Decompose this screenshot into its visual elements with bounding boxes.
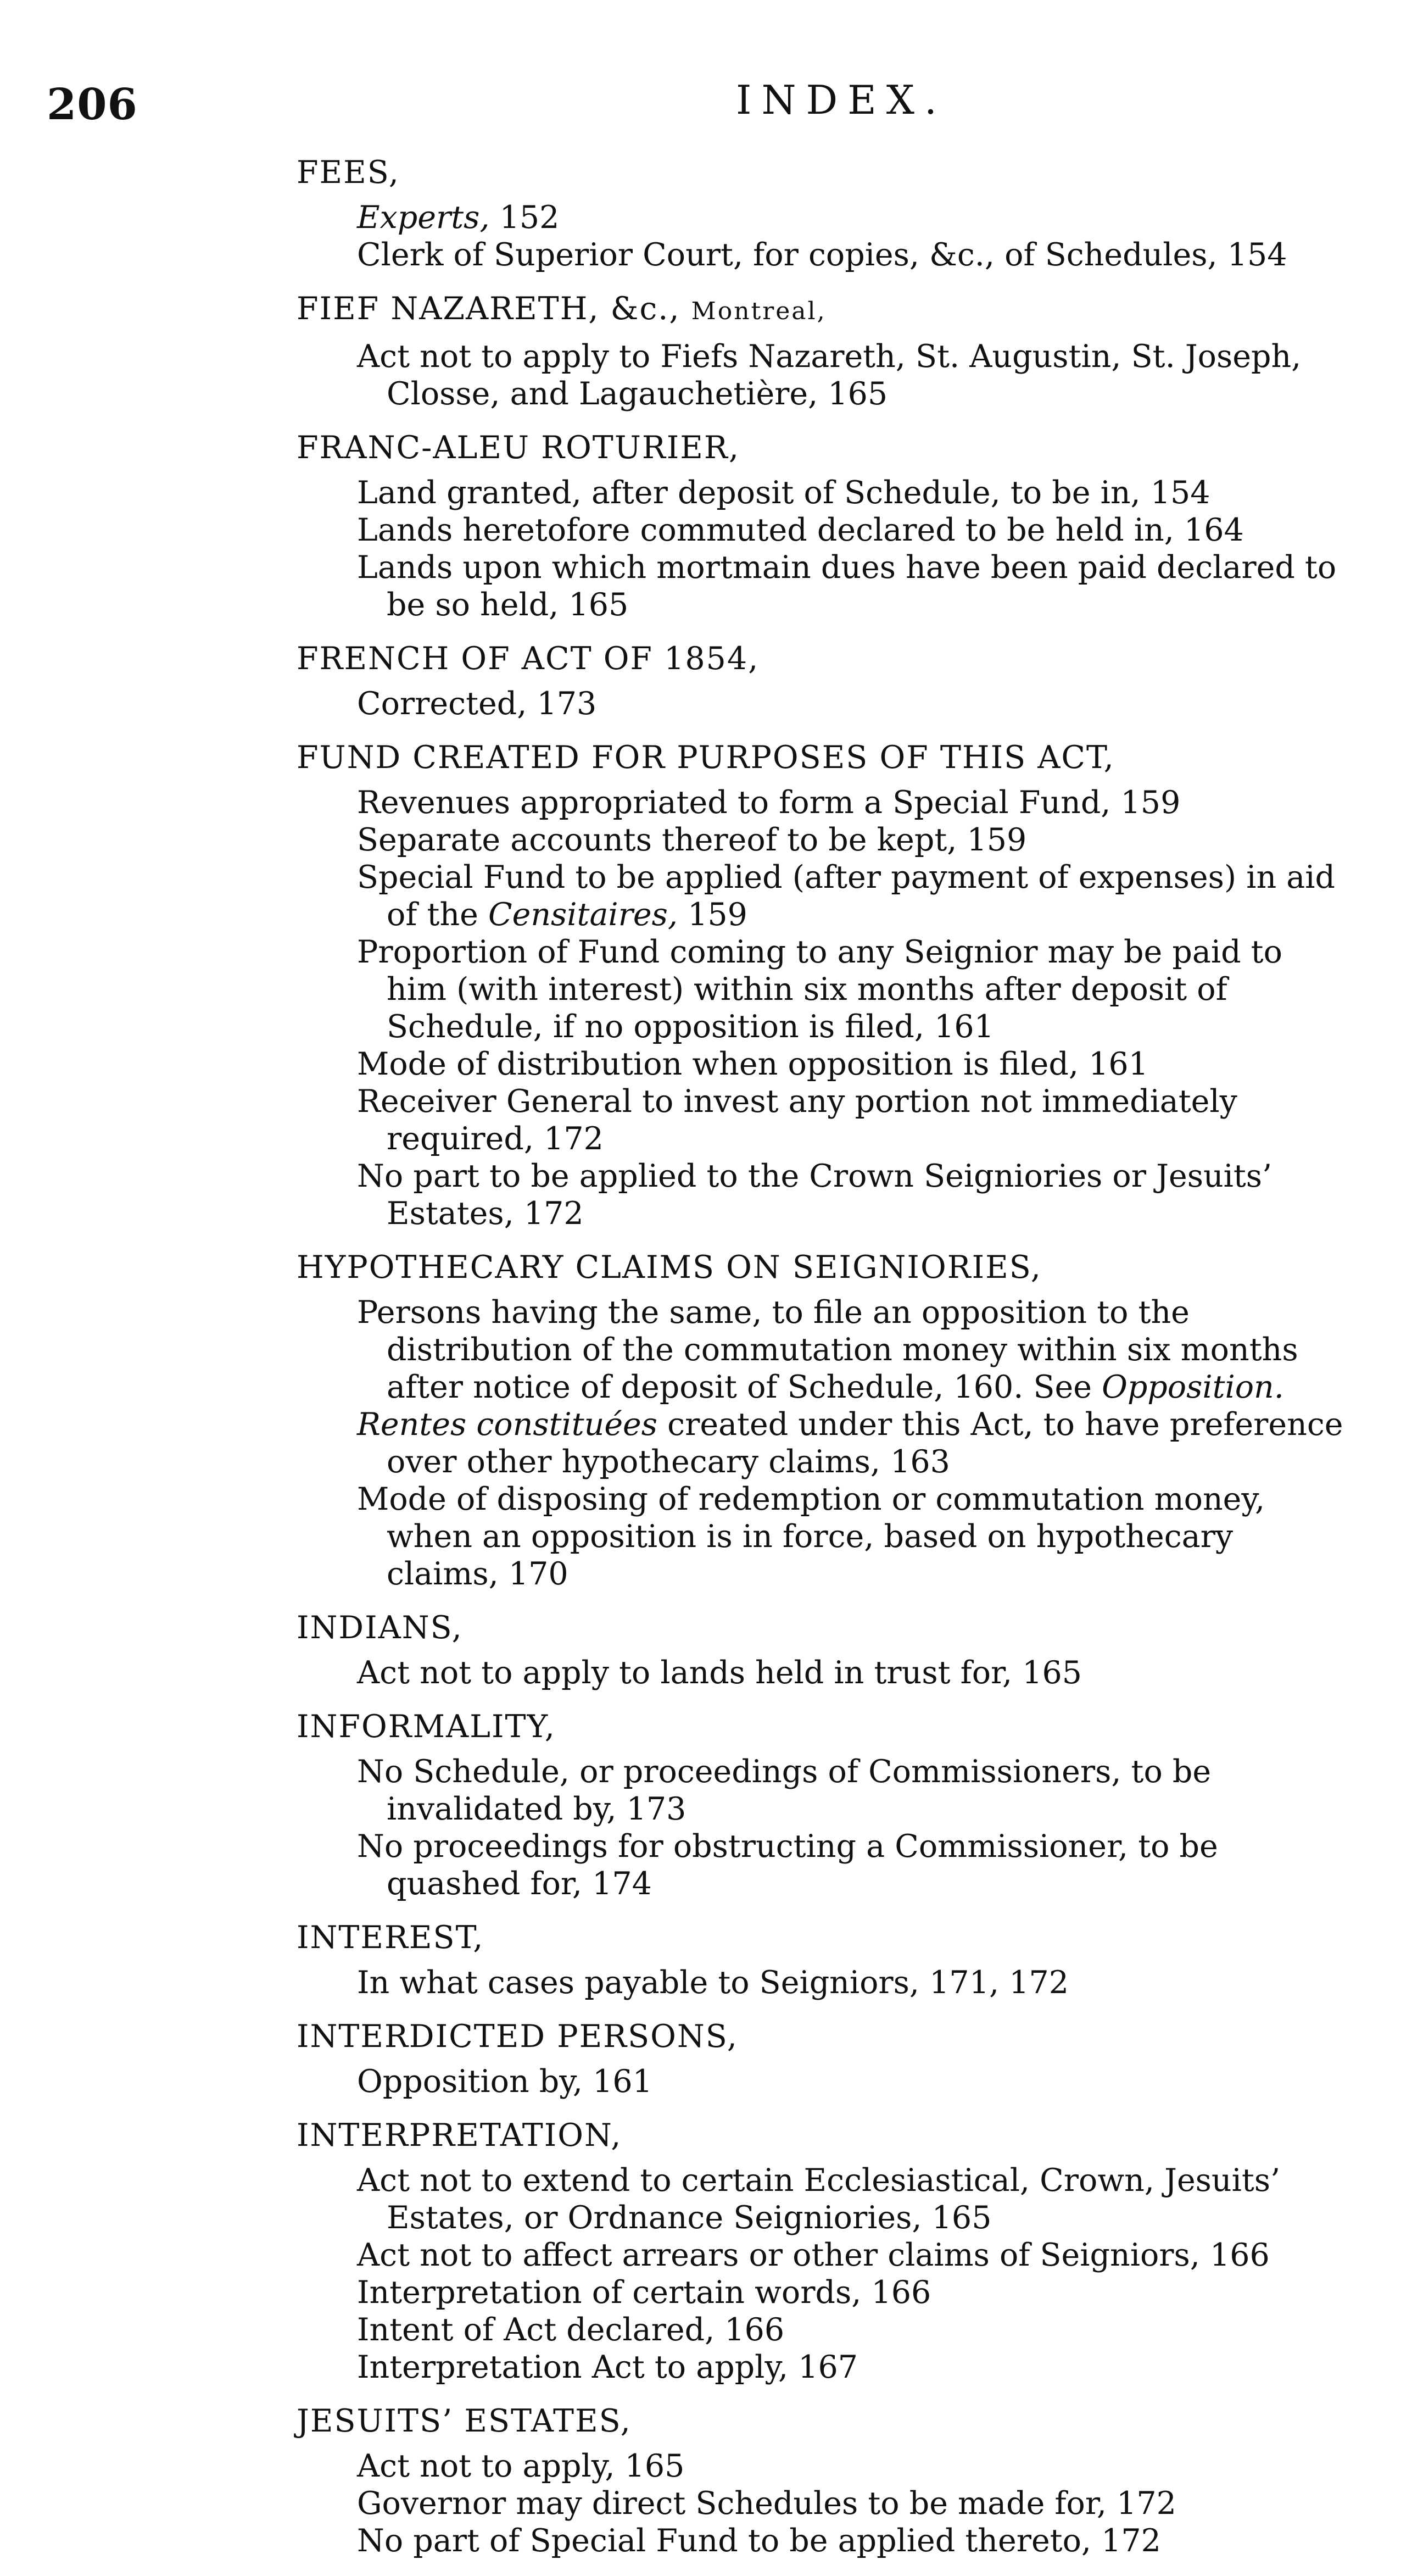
index-subentry <box>357 2274 1351 2311</box>
index-entry <box>297 154 1351 274</box>
index-heading <box>297 640 1351 677</box>
index-subentry <box>357 1654 1351 1692</box>
index-subentry <box>357 2349 1351 2386</box>
index-subentry <box>357 1481 1351 1593</box>
subentry-italic-text: Opposition. <box>1102 1369 1284 1405</box>
subentry-text: Special Fund to be applied (after payment of expenses) in aid of the <box>357 859 1335 933</box>
subentry-text: No Schedule, or proceedings of Commissioners, to be invalidated by, 173 <box>357 1754 1212 1827</box>
index-subentry <box>357 933 1351 1045</box>
subentry-text: Lands upon which mortmain dues have been paid declared to be so held, 165 <box>357 549 1337 623</box>
index-subentry <box>357 1294 1351 1406</box>
index-entry <box>297 1249 1351 1593</box>
index-subentry <box>357 2311 1351 2349</box>
index-heading <box>297 2402 1351 2440</box>
index-heading-text: INTERDICTED PERSONS, <box>297 2018 738 2055</box>
index-subentry <box>357 685 1351 722</box>
index-entry <box>297 1708 1351 1902</box>
index-entry <box>297 739 1351 1232</box>
subentry-text: Intent of Act declared, 166 <box>357 2312 785 2348</box>
subentry-text: Lands heretofore commuted declared to be held in, 164 <box>357 512 1244 548</box>
index-heading-text: HYPOTHECARY CLAIMS ON SEIGNIORIES, <box>297 1249 1042 1286</box>
index-subentry <box>357 1158 1351 1232</box>
subentry-text: Act not to affect arrears or other claims of Seigniors, 166 <box>357 2237 1270 2273</box>
subentry-text: Revenues appropriated to form a Special Fund, 159 <box>357 785 1181 821</box>
index-heading-text: FEES, <box>297 154 400 191</box>
index-heading <box>297 739 1351 776</box>
running-head: INDEX. <box>736 77 947 123</box>
subentry-text: 152 <box>489 199 560 236</box>
subentry-italic-text: Censitaires, <box>488 897 678 933</box>
index-heading-text: INDIANS, <box>297 1610 463 1646</box>
index-heading-text: INTEREST, <box>297 1920 484 1956</box>
index-heading-text: INFORMALITY, <box>297 1709 556 1745</box>
index-subentry <box>357 1828 1351 1902</box>
subentry-text: Act not to extend to certain Ecclesiastical, Crown, Jesuits’ Estates, or Ordnance Seigniories, 165 <box>357 2162 1281 2236</box>
subentry-text: Interpretation Act to apply, 167 <box>357 2349 858 2385</box>
subentry-text: 159 <box>678 897 747 933</box>
index-entry <box>297 1609 1351 1692</box>
index-heading <box>297 2117 1351 2154</box>
index-entry <box>297 2402 1351 2560</box>
index-heading <box>297 290 1351 330</box>
subentry-text: Act not to apply to Fiefs Nazareth, St. Augustin, St. Joseph, Closse, and Lagauchetière, 165 <box>357 338 1302 412</box>
subentry-text: Receiver General to invest any portion not immediately required, 172 <box>357 1083 1237 1157</box>
subentry-text: No part to be applied to the Crown Seigniories or Jesuits’ Estates, 172 <box>357 1158 1273 1232</box>
index-subentry <box>357 859 1351 933</box>
subentry-italic-text: Rentes constituées <box>357 1406 658 1443</box>
index-heading-text: FIEF NAZARETH, &c., <box>297 291 691 327</box>
index-subentry <box>357 821 1351 859</box>
subentry-text: Corrected, 173 <box>357 686 597 722</box>
index-subentry <box>357 2236 1351 2274</box>
index-heading-text: INTERPRETATION, <box>297 2117 622 2154</box>
index-heading <box>297 154 1351 191</box>
index-subentry <box>357 2522 1351 2560</box>
index-subentry <box>357 338 1351 413</box>
subentry-text: Proportion of Fund coming to any Seignior may be paid to him (with interest) within six months after deposit of Schedule, if no opposition is filed, 161 <box>357 934 1282 1045</box>
index-subentry <box>357 236 1351 274</box>
index-heading <box>297 1609 1351 1646</box>
index-heading <box>297 1919 1351 1956</box>
subentry-text: Separate accounts thereof to be kept, 159 <box>357 822 1027 858</box>
index-entry <box>297 2018 1351 2100</box>
page-number: 206 <box>47 80 138 130</box>
index-subentry <box>357 2063 1351 2100</box>
index-entry <box>297 290 1351 413</box>
subentry-text: No part of Special Fund to be applied thereto, 172 <box>357 2523 1161 2559</box>
index-entry <box>297 1919 1351 2001</box>
index-heading <box>297 1249 1351 1286</box>
index-subentry <box>357 1045 1351 1083</box>
index-subentry <box>357 199 1351 236</box>
subentry-text: Mode of disposing of redemption or commutation money, when an opposition is in force, based on hypothecary claims, 170 <box>357 1481 1265 1592</box>
index-heading <box>297 429 1351 466</box>
subentry-text: Governor may direct Schedules to be made for, 172 <box>357 2485 1176 2522</box>
index-heading-text: FRANC-ALEU ROTURIER, <box>297 430 740 466</box>
index-entry <box>297 429 1351 624</box>
index-subentry <box>357 511 1351 549</box>
index-heading <box>297 1708 1351 1745</box>
subentry-text: Opposition by, 161 <box>357 2063 652 2100</box>
index-subentry <box>357 1083 1351 1158</box>
subentry-text: Land granted, after deposit of Schedule, to be in, 154 <box>357 475 1210 511</box>
index-entry <box>297 640 1351 722</box>
index-subentry <box>357 2485 1351 2522</box>
index-heading <box>297 2018 1351 2055</box>
index-subentry <box>357 1406 1351 1481</box>
subentry-text: In what cases payable to Seigniors, 171, 172 <box>357 1965 1069 2001</box>
subentry-text: created under this Act, to have preference over other hypothecary claims, 163 <box>387 1406 1343 1480</box>
subentry-italic-text: Experts, <box>357 199 490 236</box>
index-subentry <box>357 549 1351 624</box>
subentry-text: Persons having the same, to file an opposition to the distribution of the commutation money within six months after notice of deposit of Schedule, 160. See <box>357 1294 1298 1405</box>
index-heading-text: FUND CREATED FOR PURPOSES OF THIS ACT, <box>297 739 1115 776</box>
index-entry <box>297 2117 1351 2386</box>
index-subentry <box>357 474 1351 511</box>
index-subentry <box>357 2447 1351 2485</box>
subentry-text: Interpretation of certain words, 166 <box>357 2274 931 2311</box>
subentry-text: No proceedings for obstructing a Commissioner, to be quashed for, 174 <box>357 1828 1218 1902</box>
index-body <box>297 154 1351 2576</box>
index-heading-text: FRENCH OF ACT OF 1854, <box>297 641 760 677</box>
index-heading-small-caps: Montreal, <box>691 297 827 325</box>
index-subentry <box>357 1753 1351 1828</box>
subentry-text: Act not to apply to lands held in trust for, 165 <box>357 1655 1082 1691</box>
subentry-text: Mode of distribution when opposition is filed, 161 <box>357 1046 1148 1082</box>
subentry-text: Act not to apply, 165 <box>357 2448 685 2484</box>
index-heading-text: JESUITS’ ESTATES, <box>297 2403 632 2439</box>
index-subentry <box>357 2162 1351 2236</box>
index-subentry <box>357 1964 1351 2001</box>
subentry-text: Clerk of Superior Court, for copies, &c., of Schedules, 154 <box>357 237 1287 273</box>
index-subentry <box>357 784 1351 821</box>
